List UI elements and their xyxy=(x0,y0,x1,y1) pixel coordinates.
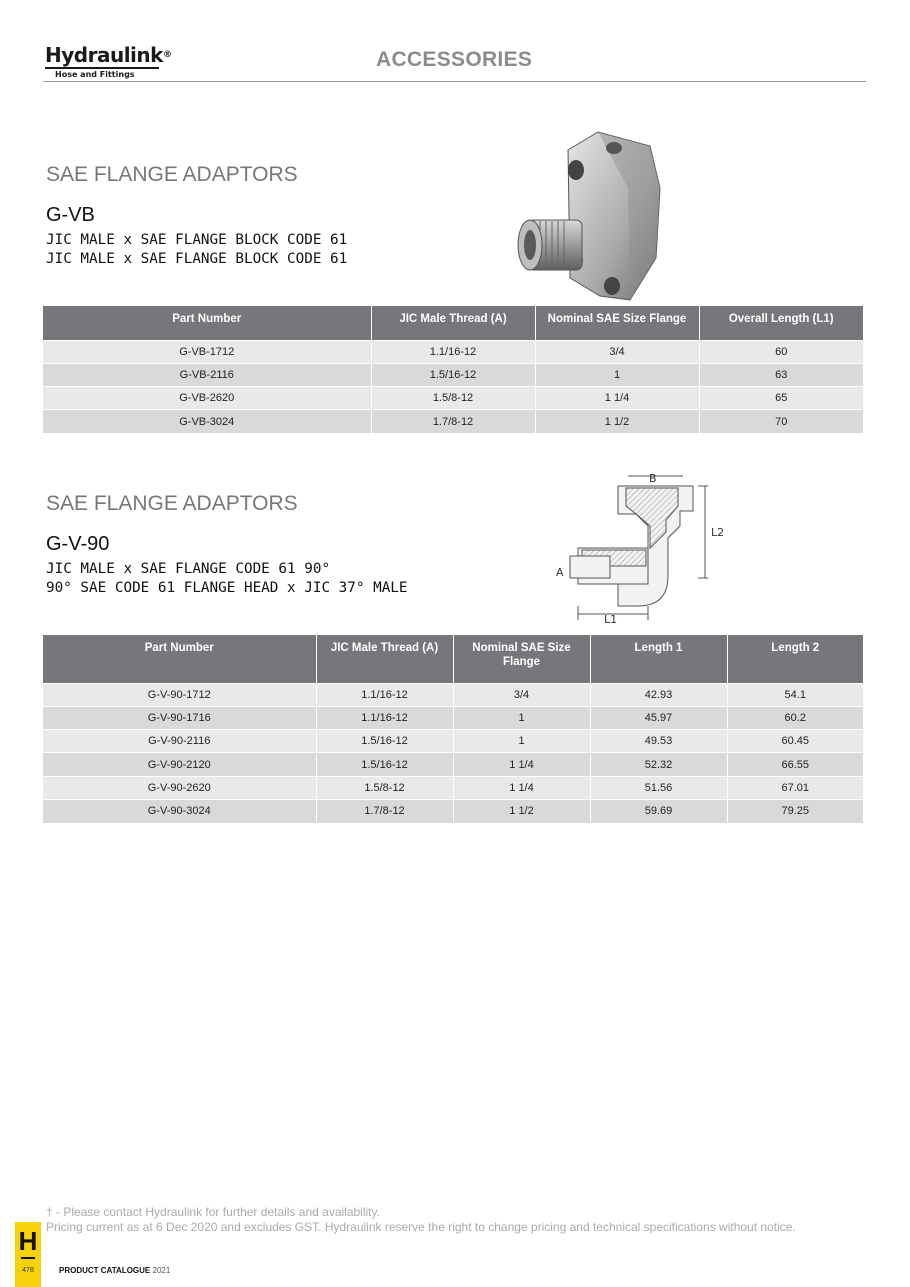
table-row xyxy=(43,730,863,753)
table-cell: 59.69 xyxy=(590,799,727,822)
table-cell: 54.1 xyxy=(727,683,863,706)
dimension-label-l1: L1 xyxy=(604,613,618,626)
g-v-90-spec-table xyxy=(43,635,863,823)
table-row xyxy=(43,683,863,706)
table-row xyxy=(43,340,863,363)
table-cell: 67.01 xyxy=(727,776,863,799)
column-header: JIC Male Thread (A) xyxy=(371,306,535,340)
column-header: Length 1 xyxy=(590,635,727,683)
table-row xyxy=(43,706,863,729)
table-cell: 79.25 xyxy=(727,799,863,822)
table-cell: 63 xyxy=(699,363,863,386)
table-cell: 1.1/16-12 xyxy=(371,340,535,363)
brand-name: Hydraulink® xyxy=(45,43,172,67)
part-number-cell: G-VB-1712 xyxy=(43,340,371,363)
table-cell: 1.1/16-12 xyxy=(316,706,453,729)
table-cell: 42.93 xyxy=(590,683,727,706)
desc-line: 90° SAE CODE 61 FLANGE HEAD x JIC 37° MALE xyxy=(46,580,408,596)
table-cell: 1 1/4 xyxy=(453,776,590,799)
part-number-cell: G-V-90-2116 xyxy=(43,730,316,753)
dimension-label-a: A xyxy=(556,566,564,579)
table-cell: 1 1/4 xyxy=(535,387,699,410)
table-row xyxy=(43,363,863,386)
table-row xyxy=(43,410,863,433)
table-cell: 1 xyxy=(453,706,590,729)
catalogue-label xyxy=(59,1266,170,1275)
table-cell: 1 1/2 xyxy=(453,799,590,822)
table-cell: 3/4 xyxy=(453,683,590,706)
catalogue-title: PRODUCT CATALOGUE xyxy=(59,1266,151,1275)
catalogue-year: 2021 xyxy=(152,1266,171,1275)
header-divider xyxy=(43,81,866,82)
table-cell: 49.53 xyxy=(590,730,727,753)
table-row xyxy=(43,776,863,799)
table-cell: 1.5/16-12 xyxy=(316,730,453,753)
availability-footnote: † - Please contact Hydraulink for further details and availability. xyxy=(46,1205,380,1219)
table-cell: 1.5/16-12 xyxy=(371,363,535,386)
brand-tagline: Hose and Fittings xyxy=(55,70,135,79)
dimension-label-l2: L2 xyxy=(711,526,725,539)
table-cell: 66.55 xyxy=(727,753,863,776)
section-1-heading: SAE FLANGE ADAPTORS xyxy=(46,163,298,186)
table-cell: 1.7/8-12 xyxy=(371,410,535,433)
table-cell: 52.32 xyxy=(590,753,727,776)
section-1-description xyxy=(46,231,347,269)
table-row xyxy=(43,753,863,776)
table-cell: 1 1/4 xyxy=(453,753,590,776)
table-row xyxy=(43,387,863,410)
part-number-cell: G-VB-2620 xyxy=(43,387,371,410)
badge-letter: H xyxy=(18,1226,38,1256)
page-title: ACCESSORIES xyxy=(376,48,533,71)
table-header-row xyxy=(43,306,863,340)
brand-logo xyxy=(45,44,171,79)
table-cell: 1 xyxy=(535,363,699,386)
logo-underline xyxy=(45,67,159,69)
table-cell: 1.5/8-12 xyxy=(316,776,453,799)
column-header: Nominal SAE Size Flange xyxy=(453,635,590,683)
dimension-label-b: B xyxy=(649,472,657,485)
table-row xyxy=(43,799,863,822)
part-number-cell: G-VB-3024 xyxy=(43,410,371,433)
elbow-fitting-drawing xyxy=(548,466,738,628)
section-2-heading: SAE FLANGE ADAPTORS xyxy=(46,492,298,515)
pricing-footnote: Pricing current as at 6 Dec 2020 and excludes GST. Hydraulink reserve the right to change pricing and technical specifications without notice. xyxy=(46,1220,796,1234)
desc-line: JIC MALE x SAE FLANGE BLOCK CODE 61 xyxy=(46,251,348,267)
g-vb-spec-table xyxy=(43,306,863,433)
table-cell: 70 xyxy=(699,410,863,433)
part-number-cell: G-VB-2116 xyxy=(43,363,371,386)
desc-line: JIC MALE x SAE FLANGE CODE 61 90° xyxy=(46,561,331,577)
column-header: Part Number xyxy=(43,635,316,683)
part-number-cell: G-V-90-2620 xyxy=(43,776,316,799)
desc-line: JIC MALE x SAE FLANGE BLOCK CODE 61 xyxy=(46,232,348,248)
table-cell: 1 1/2 xyxy=(535,410,699,433)
table-cell: 1.7/8-12 xyxy=(316,799,453,822)
section-2-code: G-V-90 xyxy=(46,533,110,555)
column-header: Length 2 xyxy=(727,635,863,683)
table-cell: 51.56 xyxy=(590,776,727,799)
part-number-cell: G-V-90-2120 xyxy=(43,753,316,776)
column-header: Overall Length (L1) xyxy=(699,306,863,340)
table-cell: 1.5/8-12 xyxy=(371,387,535,410)
table-header-row xyxy=(43,635,863,683)
table-cell: 60.45 xyxy=(727,730,863,753)
section-badge xyxy=(15,1222,41,1287)
column-header: Nominal SAE Size Flange xyxy=(535,306,699,340)
table-cell: 60.2 xyxy=(727,706,863,729)
section-2-description xyxy=(46,560,408,598)
table-cell: 45.97 xyxy=(590,706,727,729)
column-header: Part Number xyxy=(43,306,371,340)
flange-block-fitting-photo xyxy=(510,128,670,304)
table-cell: 65 xyxy=(699,387,863,410)
part-number-cell: G-V-90-1716 xyxy=(43,706,316,729)
table-cell: 3/4 xyxy=(535,340,699,363)
section-1-code: G-VB xyxy=(46,204,95,226)
table-cell: 1.1/16-12 xyxy=(316,683,453,706)
column-header: JIC Male Thread (A) xyxy=(316,635,453,683)
table-cell: 1.5/16-12 xyxy=(316,753,453,776)
part-number-cell: G-V-90-1712 xyxy=(43,683,316,706)
table-cell: 1 xyxy=(453,730,590,753)
badge-bar xyxy=(21,1257,35,1259)
table-cell: 60 xyxy=(699,340,863,363)
part-number-cell: G-V-90-3024 xyxy=(43,799,316,822)
page-number: 478 xyxy=(22,1267,34,1274)
